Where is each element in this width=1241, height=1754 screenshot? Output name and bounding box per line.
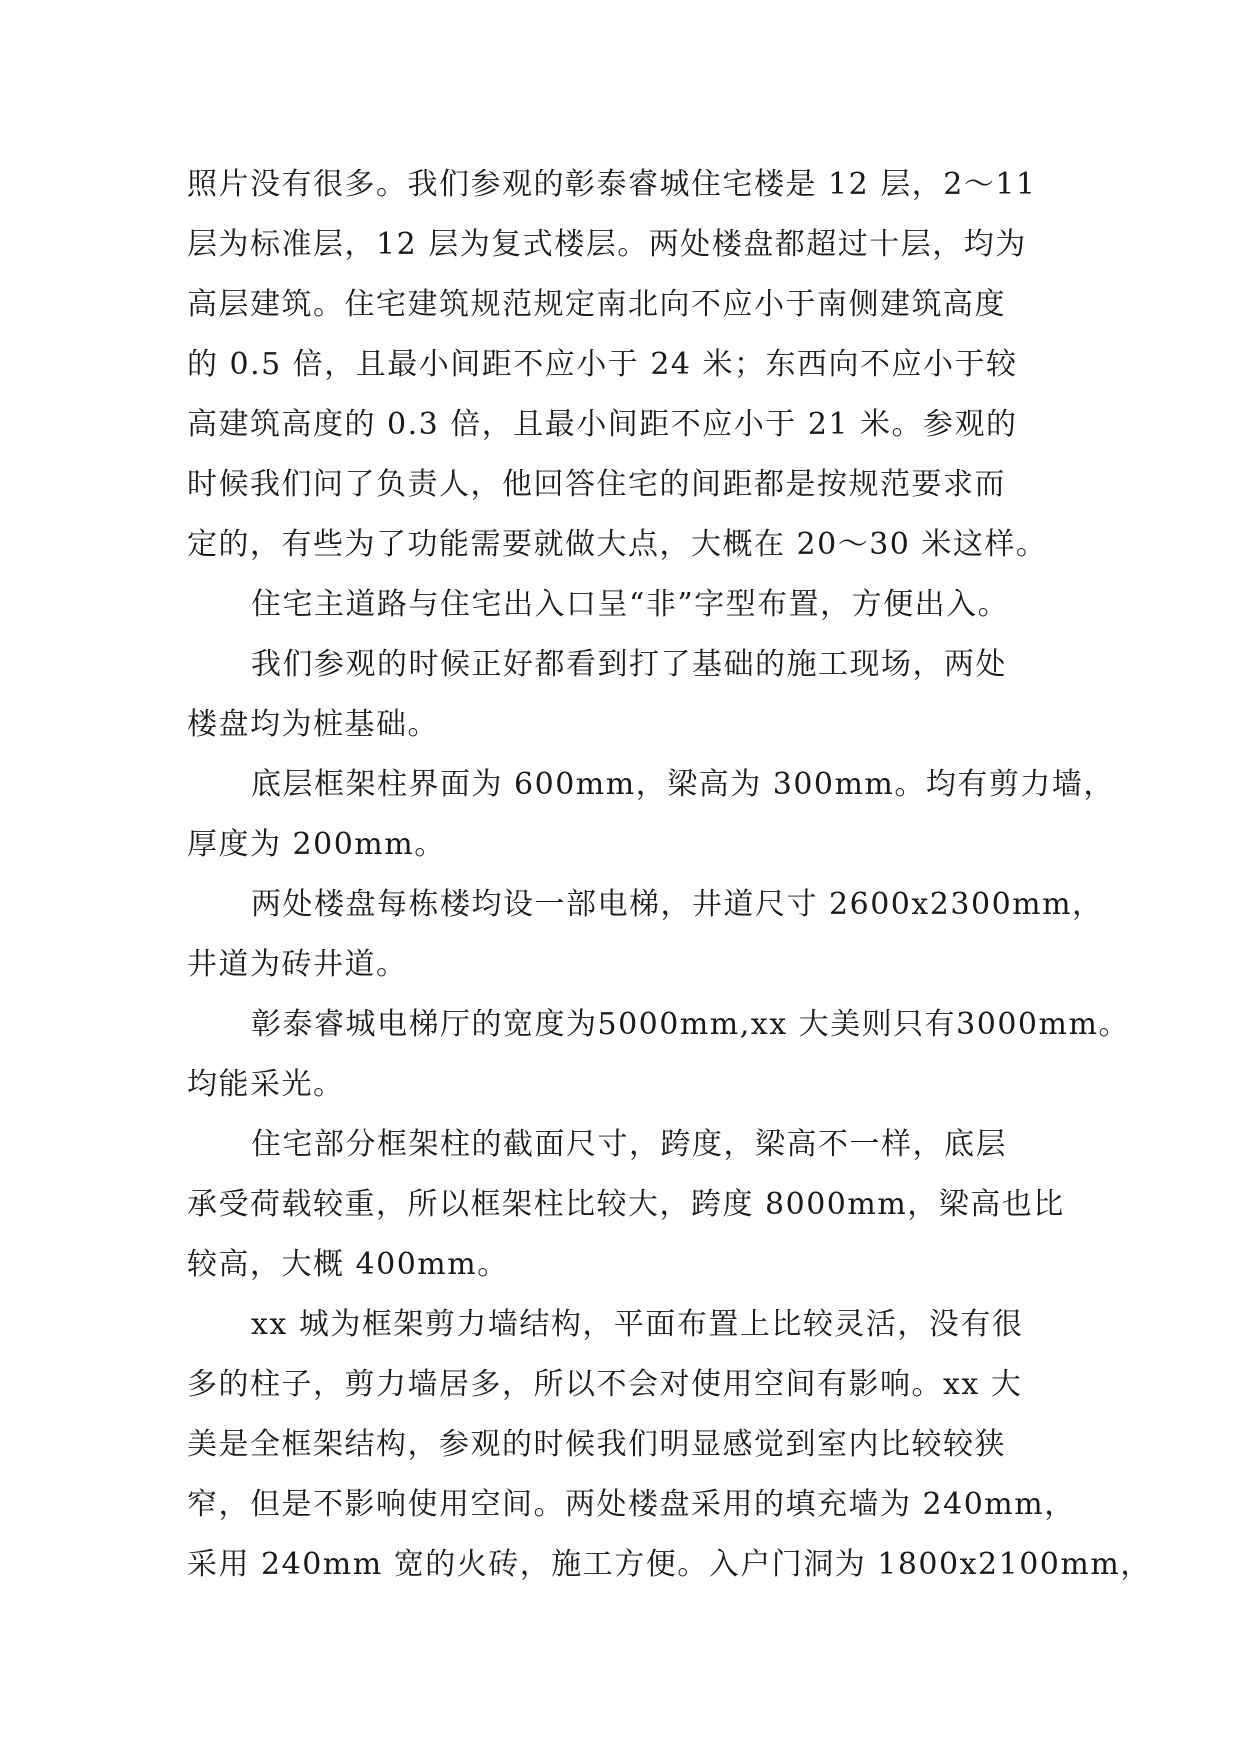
text-line: 高建筑高度的 0.3 倍，且最小间距不应小于 21 米。参观的	[187, 407, 1018, 442]
text-line: 承受荷载较重，所以框架柱比较大，跨度 8000mm，梁高也比	[187, 1187, 1065, 1222]
text-line: 住宅主道路与住宅出入口呈“非”字型布置，方便出入。	[251, 587, 1010, 622]
text-line: 时候我们问了负责人，他回答住宅的间距都是按规范要求而	[187, 467, 1006, 502]
text-line: 均能采光。	[187, 1067, 345, 1102]
text-line: 窄，但是不影响使用空间。两处楼盘采用的填充墙为 240mm，	[187, 1487, 1076, 1522]
text-line: 照片没有很多。我们参观的彰泰睿城住宅楼是 12 层，2～11	[187, 167, 1037, 202]
text-line: 采用 240mm 宽的火砖，施工方便。入户门洞为 1800x2100mm，	[187, 1547, 1152, 1582]
text-line: 井道为砖井道。	[187, 947, 408, 982]
text-line: 层为标准层，12 层为复式楼层。两处楼盘都超过十层，均为	[187, 227, 1027, 262]
text-line: 住宅部分框架柱的截面尺寸，跨度，梁高不一样，底层	[251, 1127, 1007, 1162]
text-line: 的 0.5 倍，且最小间距不应小于 24 米；东西向不应小于较	[187, 347, 1018, 382]
text-line: 厚度为 200mm。	[187, 827, 446, 862]
text-line: 彰泰睿城电梯厅的宽度为5000mm,xx 大美则只有3000mm。	[251, 1007, 1130, 1042]
text-line: 多的柱子，剪力墙居多，所以不会对使用空间有影响。xx 大	[187, 1367, 1023, 1402]
text-line: 我们参观的时候正好都看到打了基础的施工现场，两处	[251, 647, 1007, 682]
body-text	[187, 155, 1152, 1595]
text-line: 两处楼盘每栋楼均设一部电梯，井道尺寸 2600x2300mm，	[251, 887, 1104, 922]
text-line: 楼盘均为桩基础。	[187, 707, 439, 742]
text-line: 底层框架柱界面为 600mm，梁高为 300mm。均有剪力墙，	[251, 767, 1115, 802]
text-line: xx 城为框架剪力墙结构，平面布置上比较灵活，没有很	[251, 1307, 1024, 1342]
text-line: 较高，大概 400mm。	[187, 1247, 509, 1282]
text-line: 美是全框架结构，参观的时候我们明显感觉到室内比较较狭	[187, 1427, 1006, 1462]
text-line: 定的，有些为了功能需要就做大点，大概在 20～30 米这样。	[187, 527, 1048, 562]
text-line: 高层建筑。住宅建筑规范规定南北向不应小于南侧建筑高度	[187, 287, 1006, 322]
